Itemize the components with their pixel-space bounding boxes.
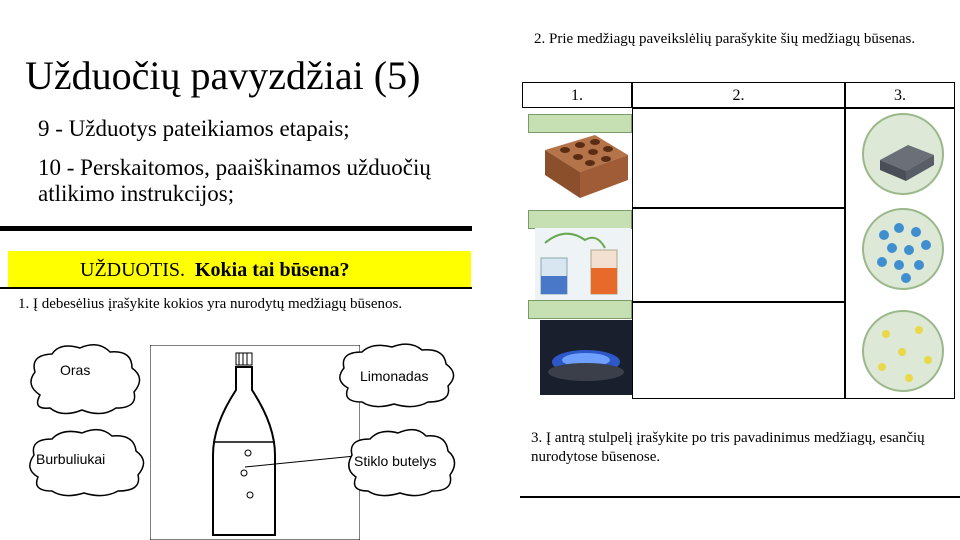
cloud-burbuliukai-label: Burbuliukai	[36, 451, 106, 467]
divider	[0, 287, 472, 289]
answer-cell-solid[interactable]	[632, 108, 845, 208]
instruction-1: 1. Į debesėlius įrašykite kokios yra nurodytų medžiagų būsenos.	[18, 296, 403, 312]
task-question: Kokia tai būsena?	[195, 259, 350, 281]
cloud-oras-label: Oras	[60, 362, 91, 378]
cloud-stiklo-label: Stiklo butelys	[354, 453, 437, 469]
table-header-3: 3.	[845, 82, 955, 108]
gas-particles-image	[862, 310, 944, 392]
divider	[520, 496, 960, 498]
divider	[0, 226, 472, 231]
task-label: UŽDUOTIS.	[80, 259, 185, 281]
beakers-image	[535, 228, 631, 300]
answer-cell-gas[interactable]	[632, 302, 845, 399]
solid-particles-image	[862, 113, 944, 195]
gas-flame-image	[540, 320, 632, 395]
bottle-illustration	[150, 345, 360, 540]
point-9: 9 - Užduotys pateikiamos etapais;	[38, 116, 350, 141]
state-answer-cell-3[interactable]	[528, 300, 632, 319]
answer-cell-liquid[interactable]	[632, 208, 845, 302]
instruction-2: 2. Prie medžiagų paveikslėlių parašykite šių medžiagų būsenas.	[534, 31, 916, 47]
slide-title: Užduočių pavyzdžiai (5)	[25, 53, 421, 98]
task-heading	[80, 257, 349, 283]
cloud-limonadas-label: Limonadas	[360, 368, 429, 384]
state-answer-cell-2[interactable]	[528, 210, 632, 229]
point-10: 10 - Perskaitomos, paaiškinamos užduočių atlikimo instrukcijos;	[38, 155, 431, 206]
brick-image	[540, 130, 630, 200]
instruction-3: 3. Į antrą stulpelį įrašykite po tris pavadinimus medžiagų, esančių nurodytose būsenose.	[531, 430, 925, 465]
cloud-oras	[20, 340, 150, 420]
liquid-particles-image	[862, 208, 944, 290]
table-header-2: 2.	[632, 82, 845, 108]
table-header-1: 1.	[522, 82, 632, 108]
